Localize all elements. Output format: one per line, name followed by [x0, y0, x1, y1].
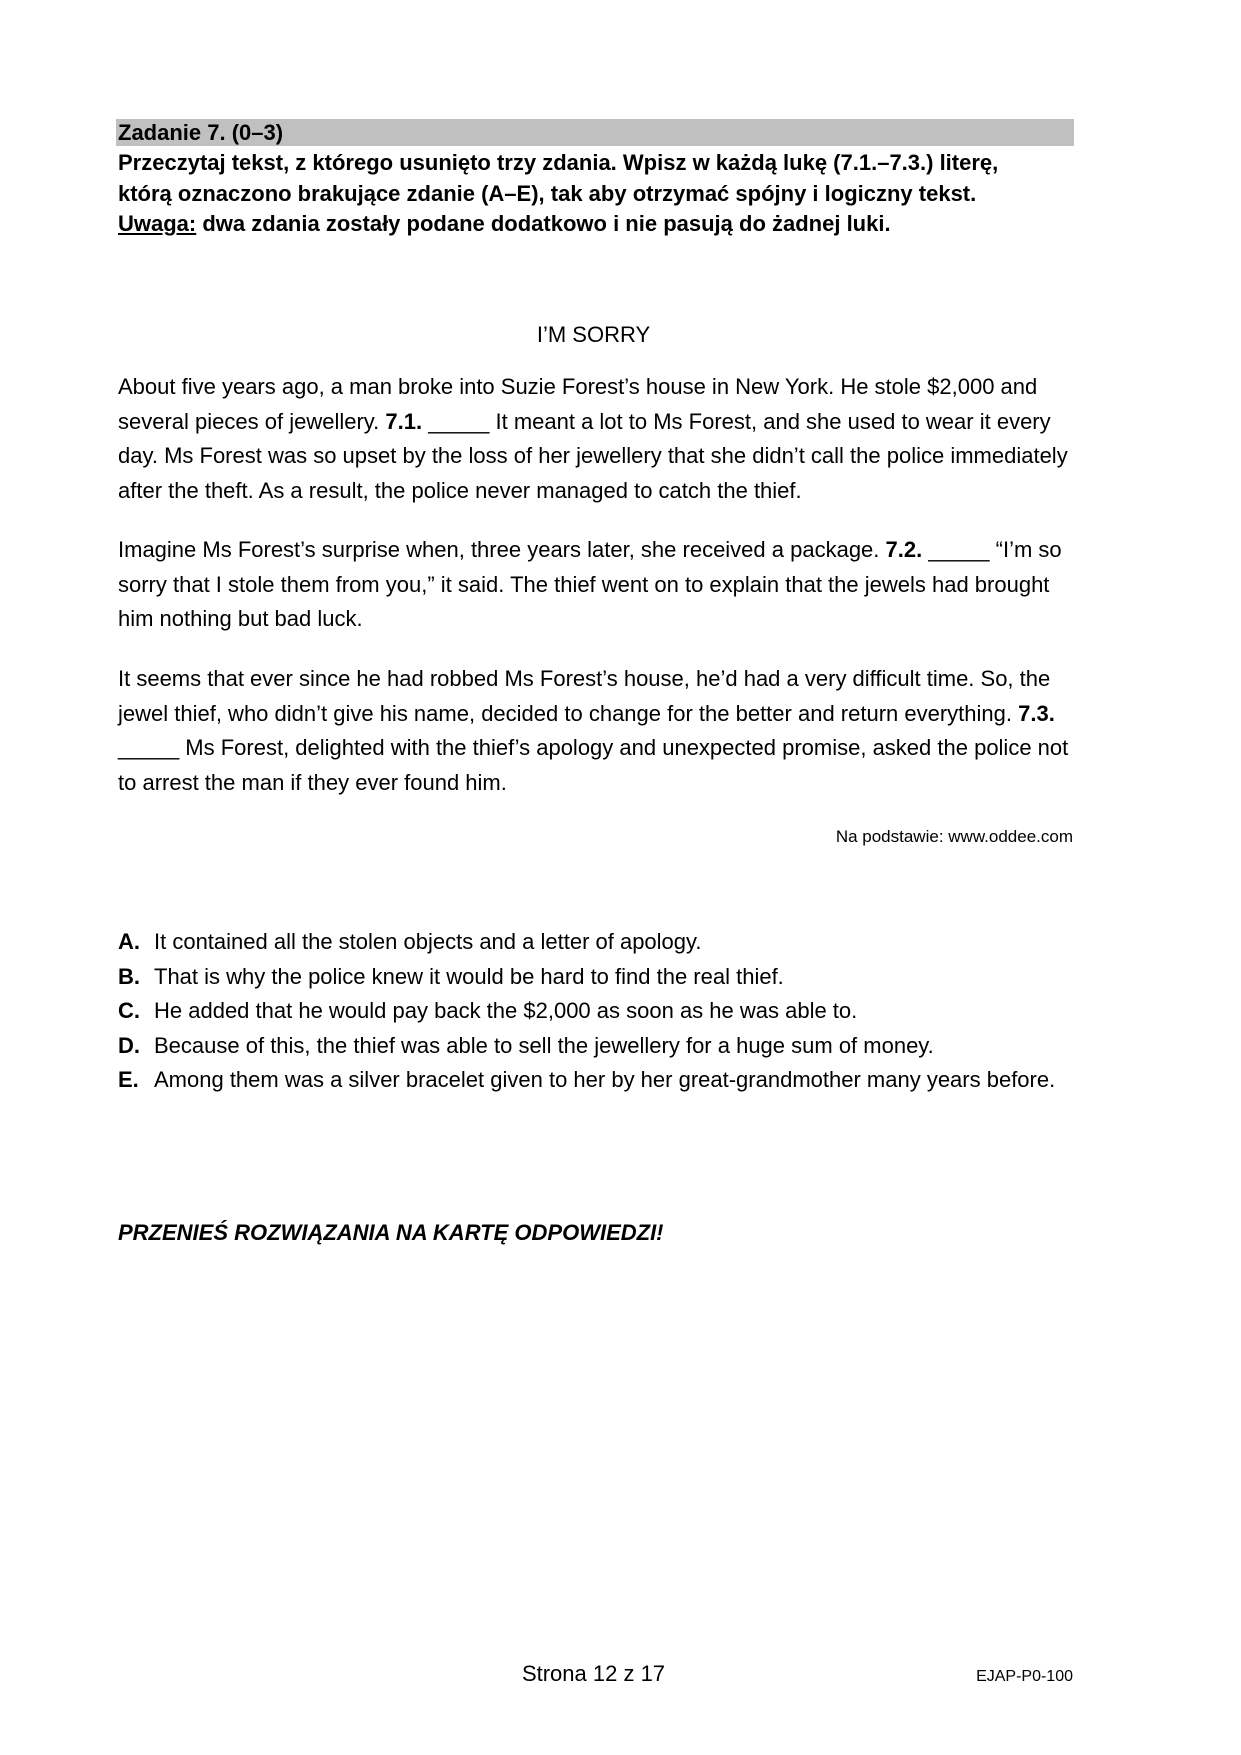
- paragraph-text: Imagine Ms Forest’s surprise when, three years later, she received a package.: [118, 537, 886, 562]
- option-letter: B.: [118, 963, 140, 989]
- task-header: Zadanie 7. (0–3): [116, 119, 1074, 146]
- gap-label-7-2: 7.2.: [885, 537, 923, 562]
- instruction-note: [118, 209, 1078, 240]
- paragraph-text: It seems that ever since he had robbed Ms Forest’s house, he’d had a very difficult time. So, the jewel thief, who didn’t give his name, decided to change for the better and return everything.: [118, 666, 1051, 726]
- page-number: Strona 12 z 17: [521, 1661, 666, 1686]
- option-item: [118, 1063, 1078, 1098]
- option-letter: C.: [118, 998, 140, 1023]
- option-item: [118, 994, 1078, 1029]
- story-paragraph-3: [118, 662, 1078, 800]
- transfer-note: PRZENIEŚ ROZWIĄZANIA NA KARTĘ ODPOWIEDZI!: [118, 1220, 664, 1245]
- option-text: That is why the police knew it would be hard to find the real thief.: [154, 963, 784, 989]
- exam-code: EJAP-P0-100: [976, 1668, 1073, 1685]
- option-letter: A.: [118, 929, 140, 954]
- option-text: Among them was a silver bracelet given to her by her great-grandmother many years before.: [154, 1067, 1056, 1092]
- paragraph-text: _____ Ms Forest, delighted with the thief’s apology and unexpected promise, asked the police not to arrest the man if they ever found him.: [118, 735, 1069, 795]
- instruction-line: Przeczytaj tekst, z którego usunięto trzy zdania. Wpisz w każdą lukę (7.1.–7.3.) literę,: [118, 150, 999, 175]
- note-label: Uwaga:: [118, 211, 197, 236]
- story-paragraph-1: [118, 370, 1078, 508]
- story-paragraph-2: [118, 533, 1078, 637]
- paragraph-text: _____ It meant a lot to Ms Forest, and she used to wear it every day. Ms Forest was so upset by the loss of her jewellery that she didn’t call the police immediately after the theft. As a result, the police never managed to catch the thief.: [118, 408, 1068, 503]
- story-title: I’M SORRY: [536, 322, 651, 347]
- paragraph-text: _____ “I’m so sorry that I stole them from you,” it said. The thief went on to explain that the jewels had brought him nothing but bad luck.: [118, 537, 1062, 631]
- option-letter: E.: [118, 1067, 139, 1092]
- instruction-line: którą oznaczono brakujące zdanie (A–E), tak aby otrzymać spójny i logiczny tekst.: [118, 180, 977, 206]
- gap-label-7-1: 7.1.: [385, 408, 423, 434]
- option-text: He added that he would pay back the $2,000 as soon as he was able to.: [154, 998, 858, 1023]
- option-letter: D.: [118, 1032, 140, 1058]
- answer-options: [118, 925, 1078, 1098]
- source-citation: Na podstawie: www.oddee.com: [835, 827, 1073, 846]
- option-item: [118, 925, 1078, 960]
- option-item: [118, 960, 1078, 995]
- paragraph-text: About five years ago, a man broke into Suzie Forest’s house in New York. He stole $2,000 and several pieces of jewellery.: [118, 374, 1038, 434]
- option-text: It contained all the stolen objects and a letter of apology.: [154, 929, 702, 954]
- gap-label-7-3: 7.3.: [1018, 700, 1055, 726]
- option-text: Because of this, the thief was able to sell the jewellery for a huge sum of money.: [154, 1032, 934, 1058]
- option-item: [118, 1029, 1078, 1064]
- note-text: dwa zdania zostały podane dodatkowo i nie pasują do żadnej luki.: [196, 211, 891, 236]
- task-instructions: [118, 148, 1078, 240]
